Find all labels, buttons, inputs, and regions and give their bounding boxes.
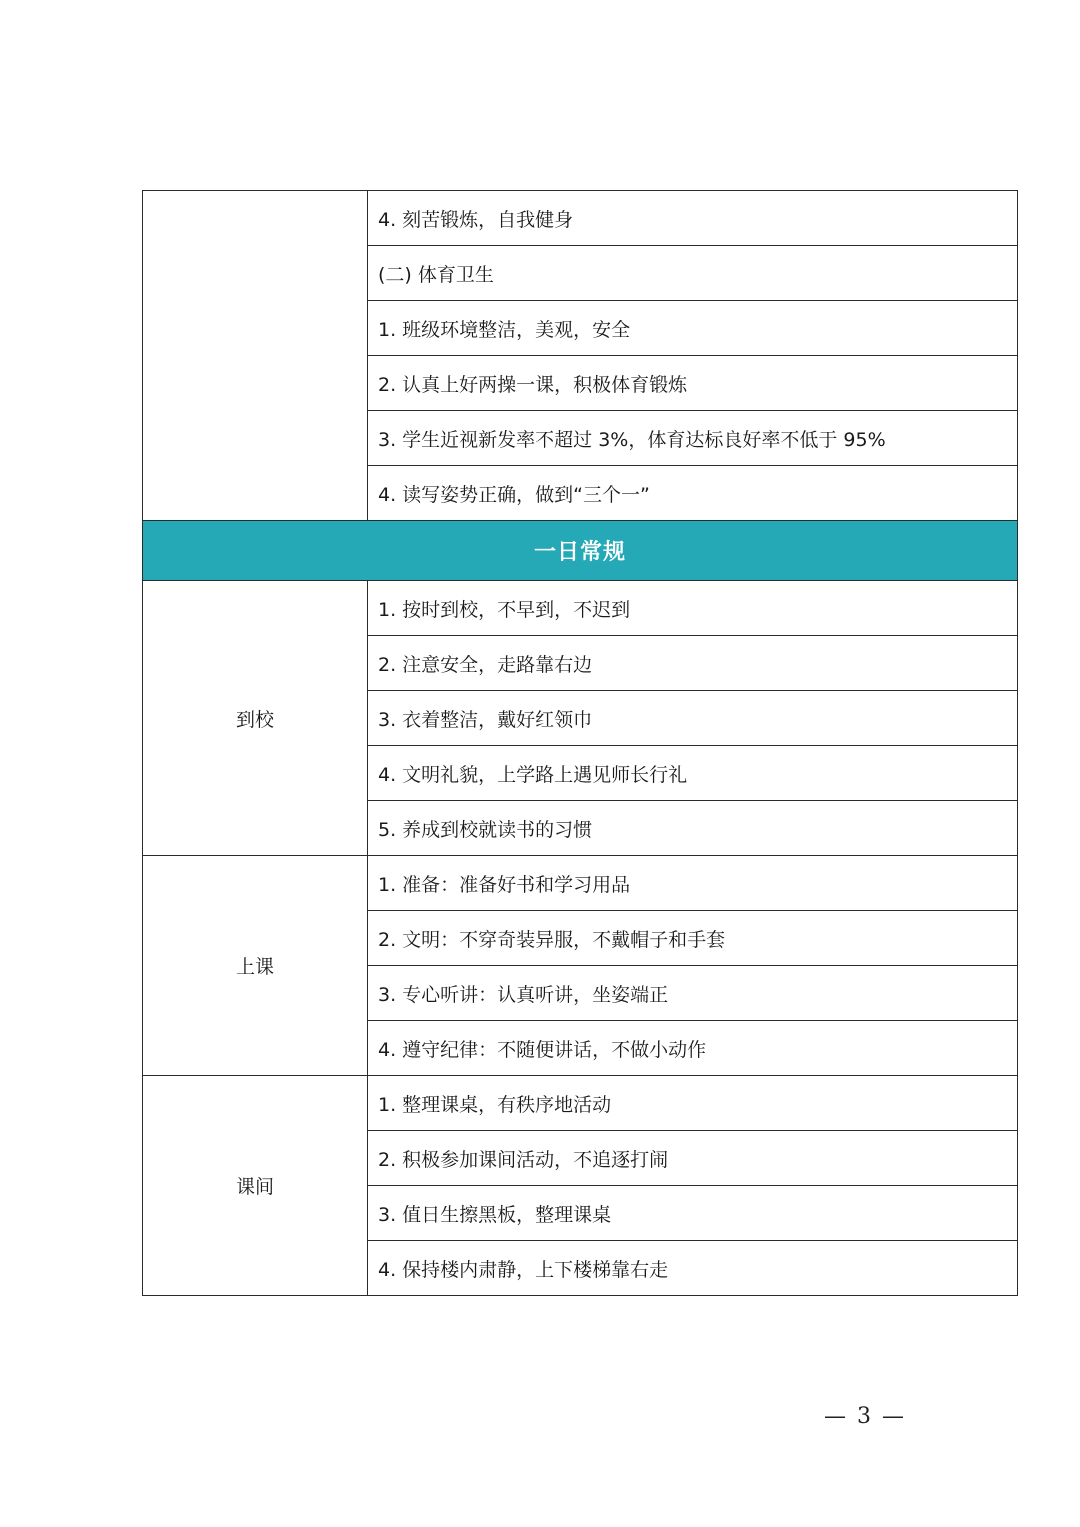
item-cell: 5. 养成到校就读书的习惯 xyxy=(368,801,1018,856)
item-cell: 4. 刻苦锻炼，自我健身 xyxy=(368,191,1018,246)
item-cell: 2. 认真上好两操一课，积极体育锻炼 xyxy=(368,356,1018,411)
category-cell: 上课 xyxy=(143,856,368,1076)
item-cell: 1. 按时到校，不早到，不迟到 xyxy=(368,581,1018,636)
table-row xyxy=(143,581,1018,636)
item-cell: 2. 注意安全，走路靠右边 xyxy=(368,636,1018,691)
table-row xyxy=(143,856,1018,911)
category-cell: 到校 xyxy=(143,581,368,856)
item-cell: 2. 积极参加课间活动，不追逐打闹 xyxy=(368,1131,1018,1186)
section-header-row xyxy=(143,521,1018,581)
subsection-heading-cell: (二) 体育卫生 xyxy=(368,246,1018,301)
table-row xyxy=(143,1076,1018,1131)
item-cell: 4. 文明礼貌，上学路上遇见师长行礼 xyxy=(368,746,1018,801)
category-cell: 课间 xyxy=(143,1076,368,1296)
regulation-table xyxy=(142,190,1018,1296)
page-number: — 3 — xyxy=(824,1404,906,1429)
item-cell: 2. 文明：不穿奇装异服，不戴帽子和手套 xyxy=(368,911,1018,966)
item-cell: 3. 值日生擦黑板，整理课桌 xyxy=(368,1186,1018,1241)
section-title: 一日常规 xyxy=(143,521,1018,581)
item-cell: 3. 衣着整洁，戴好红领巾 xyxy=(368,691,1018,746)
item-cell: 3. 专心听讲：认真听讲，坐姿端正 xyxy=(368,966,1018,1021)
item-cell: 3. 学生近视新发率不超过 3%，体育达标良好率不低于 95% xyxy=(368,411,1018,466)
category-cell-empty xyxy=(143,191,368,521)
table-row xyxy=(143,191,1018,246)
item-cell: 1. 准备：准备好书和学习用品 xyxy=(368,856,1018,911)
item-cell: 4. 遵守纪律：不随便讲话，不做小动作 xyxy=(368,1021,1018,1076)
item-cell: 4. 保持楼内肃静，上下楼梯靠右走 xyxy=(368,1241,1018,1296)
item-cell: 1. 整理课桌，有秩序地活动 xyxy=(368,1076,1018,1131)
item-cell: 4. 读写姿势正确，做到“三个一” xyxy=(368,466,1018,521)
item-cell: 1. 班级环境整洁，美观，安全 xyxy=(368,301,1018,356)
